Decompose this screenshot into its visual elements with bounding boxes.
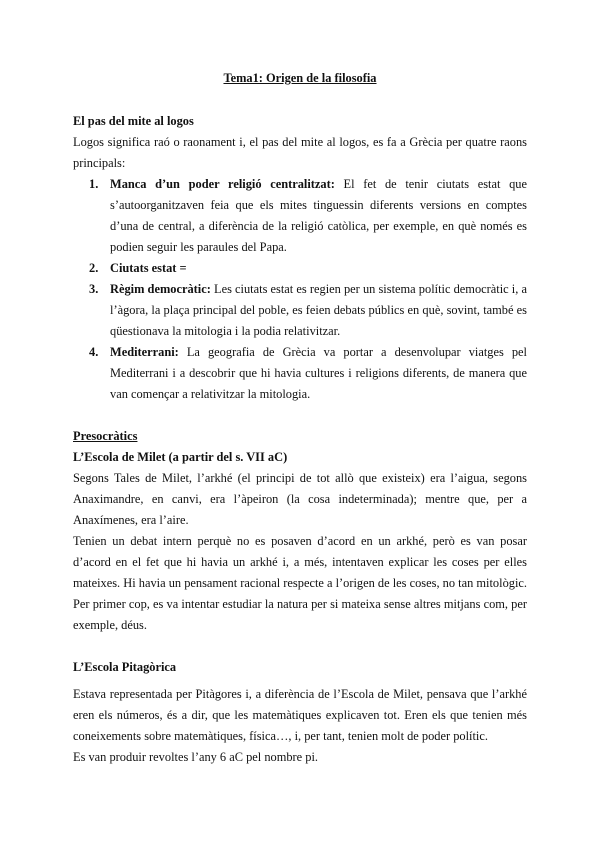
milet-paragraph-2: Tenien un debat intern perquè no es posaven d’acord en un arkhé, però es van posar d’acord en el fet que hi havia un arkhé i, a més, intentaven explicar les coses per elles mateixes. Hi havia un pensament racional respecte a l’origen de les coses, no tan mitològic. Per primer cop, es va intentar estudiar la natura per si mateixa sense altres mitjans com, per exemple, déus. bbox=[73, 534, 527, 632]
list-item bbox=[73, 279, 527, 342]
list-number: 4. bbox=[89, 345, 99, 359]
milet-paragraph-1: Segons Tales de Milet, l’arkhé (el principi de tot allò que existeix) era l’aigua, segons Anaximandre, en canvi, era l’àpeiron (la cosa indeterminada); mentre que, per a Anaxímenes, era l’aire. bbox=[73, 471, 527, 527]
section-intro: Logos significa raó o raonament i, el pas del mite al logos, es fa a Grècia per quatre raons principals: bbox=[73, 135, 527, 170]
list-item-lead: Manca d’un poder religió centralitzat: bbox=[110, 177, 335, 191]
pitagorica-paragraph-2: Es van produir revoltes l’any 6 aC pel nombre pi. bbox=[73, 750, 318, 764]
list-number: 3. bbox=[89, 282, 99, 296]
subsection-heading-pitagorica: L’Escola Pitagòrica bbox=[73, 660, 177, 674]
pitagorica-paragraph-1: Estava representada per Pitàgores i, a diferència de l’Escola de Milet, pensava que l’arkhé eren els números, és a dir, que les matemàtiques explicaven tot. Eren els que tenien més coneixements sobre matemàtiques, física…, i, per tant, tenien molt de poder polític. bbox=[73, 687, 527, 743]
subsection-heading-milet: L’Escola de Milet (a partir del s. VII aC) bbox=[73, 450, 288, 464]
list-item-text: La geografia de Grècia va portar a desenvolupar viatges pel Mediterrani i a descobrir que hi havia cultures i religions diferents, de manera que van començar a relativitzar la mitologia. bbox=[110, 345, 527, 401]
list-item-lead: Ciutats estat = bbox=[110, 261, 187, 275]
list-number: 1. bbox=[89, 177, 99, 191]
list-item-lead: Mediterrani: bbox=[110, 345, 179, 359]
list-item-text: El fet de tenir ciutats estat que s’autoorganitzaven feia que els mites tinguessin diferents versions en comptes d’una de central, a diferència de la religió catòlica, per exemple, en què només es podien seguir les paraules del Papa. bbox=[110, 177, 527, 254]
spacer bbox=[73, 405, 527, 426]
document-title: Tema1: Origen de la filosofia bbox=[223, 71, 377, 85]
list-item bbox=[73, 258, 527, 279]
list-item-text: Les ciutats estat es regien per un sistema polític democràtic i, a l’àgora, la plaça principal del poble, es feien debats públics en què, sovint, també es qüestionava la mitologia i la podia relativitzar. bbox=[110, 282, 527, 338]
list-item bbox=[73, 342, 527, 405]
list-item-lead: Règim democràtic: bbox=[110, 282, 211, 296]
section-heading-presocratics: Presocràtics bbox=[73, 429, 138, 443]
list-item bbox=[73, 174, 527, 258]
list-number: 2. bbox=[89, 261, 99, 275]
reasons-list bbox=[73, 174, 527, 405]
spacer bbox=[73, 636, 527, 657]
section-heading-mite-logos: El pas del mite al logos bbox=[73, 114, 194, 128]
